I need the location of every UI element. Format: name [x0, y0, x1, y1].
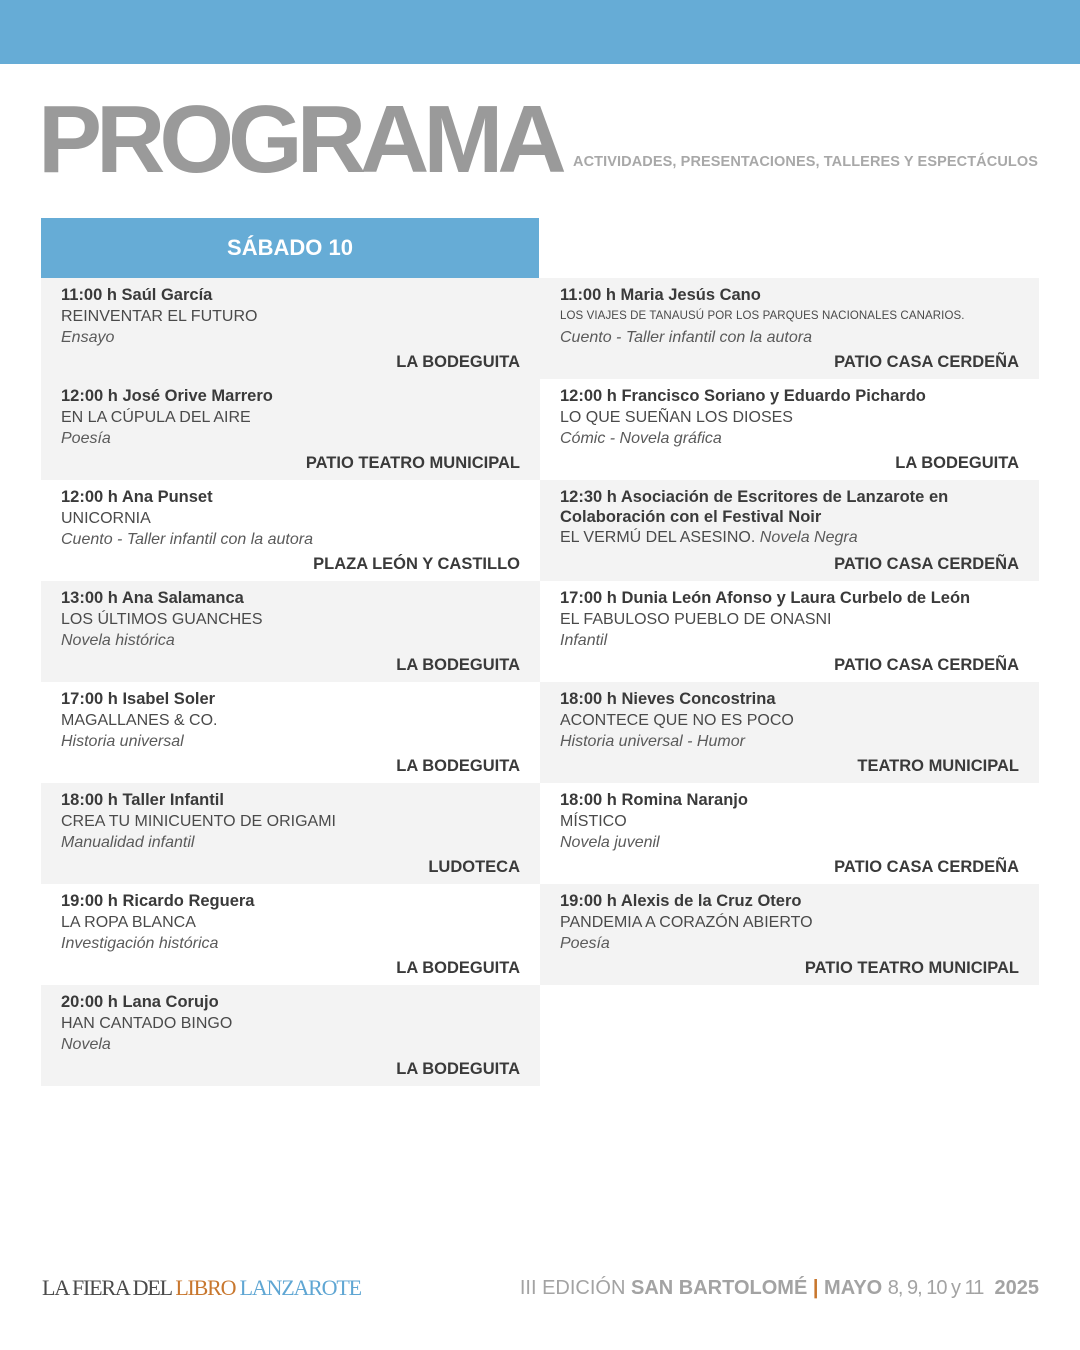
event-time-author: 12:30 h Asociación de Escritores de Lanzarote en: [560, 488, 949, 506]
event-title: LO QUE SUEÑAN LOS DIOSES: [560, 409, 793, 426]
event-time-author: 17:00 h Dunia León Afonso y Laura Curbelo de León: [560, 589, 971, 607]
event-time-author: 11:00 h Maria Jesús Cano: [560, 286, 761, 304]
event-time-author: 18:00 h Nieves Concostrina: [560, 690, 776, 708]
event-card: [540, 379, 1039, 480]
edition-info: [520, 1277, 1039, 1300]
event-venue: PATIO CASA CERDEÑA: [834, 555, 1019, 573]
right-column: [540, 278, 1039, 985]
event-title: EN LA CÚPULA DEL AIRE: [61, 409, 251, 426]
top-banner: [0, 0, 1080, 64]
page-subtitle: ACTIVIDADES, PRESENTACIONES, TALLERES Y ESPECTÁCULOS: [573, 154, 1038, 170]
footer-separator: |: [812, 1277, 819, 1299]
event-genre: Ensayo: [61, 329, 115, 346]
event-card: [540, 581, 1039, 682]
event-genre: Poesía: [560, 935, 610, 952]
event-title: CREA TU MINICUENTO DE ORIGAMI: [61, 813, 336, 830]
event-genre: Cuento - Taller infantil con la autora: [560, 329, 812, 346]
event-time-author: 12:00 h Ana Punset: [61, 488, 213, 506]
event-time-author: 12:00 h José Orive Marrero: [61, 387, 273, 405]
event-venue: PATIO CASA CERDEÑA: [834, 656, 1019, 674]
event-title: LA ROPA BLANCA: [61, 914, 196, 931]
event-genre: Cuento - Taller infantil con la autora: [61, 531, 313, 548]
event-venue: LA BODEGUITA: [895, 454, 1019, 472]
event-title: MAGALLANES & CO.: [61, 712, 218, 729]
event-title: LOS ÚLTIMOS GUANCHES: [61, 611, 263, 628]
event-card: [540, 278, 1039, 379]
event-card: [41, 480, 540, 581]
event-time-author: 19:00 h Ricardo Reguera: [61, 892, 255, 910]
edition-place: SAN BARTOLOMÉ: [631, 1277, 808, 1299]
event-card: [41, 278, 540, 379]
event-genre: Infantil: [560, 632, 608, 649]
logo-text-part3: LANZAROTE: [235, 1275, 361, 1300]
event-genre: Novela histórica: [61, 632, 175, 649]
logo-text-part2: LIBRO: [175, 1275, 236, 1300]
event-card: [41, 985, 540, 1086]
event-card: [41, 884, 540, 985]
event-venue: PATIO CASA CERDEÑA: [834, 353, 1019, 371]
event-venue: PATIO TEATRO MUNICIPAL: [305, 454, 520, 472]
event-time-author-cont: Colaboración con el Festival Noir: [560, 508, 822, 526]
event-time-author: 18:00 h Romina Naranjo: [560, 791, 748, 809]
event-genre: Historia universal - Humor: [560, 733, 745, 750]
event-title: UNICORNIA: [61, 510, 151, 527]
event-genre: Novela: [61, 1036, 111, 1053]
event-title-line: [560, 527, 1019, 548]
event-time-author: 19:00 h Alexis de la Cruz Otero: [560, 892, 802, 910]
event-title: HAN CANTADO BINGO: [61, 1015, 233, 1032]
event-card: [41, 379, 540, 480]
event-venue: PLAZA LEÓN Y CASTILLO: [313, 555, 520, 573]
logo-text-part1: LA FIERA DEL: [42, 1275, 176, 1300]
event-genre: Novela juvenil: [560, 834, 660, 851]
event-card: [41, 581, 540, 682]
event-genre: Historia universal: [61, 733, 184, 750]
event-genre: Cómic - Novela gráfica: [560, 430, 722, 447]
event-venue: LA BODEGUITA: [396, 959, 520, 977]
event-card: [540, 783, 1039, 884]
event-title: MÍSTICO: [560, 813, 627, 830]
edition-month: MAYO: [824, 1277, 883, 1299]
event-genre: Manualidad infantil: [61, 834, 195, 851]
event-card: [540, 682, 1039, 783]
left-column: [41, 278, 540, 1086]
event-venue: LA BODEGUITA: [396, 757, 520, 775]
event-time-author: 11:00 h Saúl García: [61, 286, 213, 304]
event-title: PANDEMIA A CORAZÓN ABIERTO: [560, 914, 813, 931]
fair-logo: [42, 1275, 361, 1301]
page-title: PROGRAMA: [38, 86, 561, 193]
edition-year: 2025: [994, 1277, 1039, 1299]
event-card: [540, 480, 1039, 581]
event-venue: LUDOTECA: [428, 858, 520, 876]
event-title: EL FABULOSO PUEBLO DE ONASNI: [560, 611, 832, 628]
event-venue: TEATRO MUNICIPAL: [857, 757, 1019, 775]
edition-days: 8, 9, 10 y 11: [887, 1277, 984, 1299]
event-time-author: 20:00 h Lana Corujo: [61, 993, 219, 1011]
event-venue: PATIO TEATRO MUNICIPAL: [804, 959, 1019, 977]
event-time-author: 18:00 h Taller Infantil: [61, 791, 224, 809]
event-title: REINVENTAR EL FUTURO: [61, 308, 258, 325]
event-card: [41, 682, 540, 783]
event-venue: LA BODEGUITA: [396, 656, 520, 674]
event-title: ACONTECE QUE NO ES POCO: [560, 712, 794, 729]
day-header: SÁBADO 10: [41, 218, 539, 278]
event-card: [540, 884, 1039, 985]
event-time-author: 12:00 h Francisco Soriano y Eduardo Pichardo: [560, 387, 926, 405]
event-time-author: 13:00 h Ana Salamanca: [61, 589, 244, 607]
edition-label: III EDICIÓN: [519, 1277, 626, 1299]
event-title: LOS VIAJES DE TANAUSÚ POR LOS PARQUES NACIONALES CANARIOS.: [560, 310, 965, 322]
event-venue: LA BODEGUITA: [396, 353, 520, 371]
event-genre: Investigación histórica: [61, 935, 219, 952]
event-venue: PATIO CASA CERDEÑA: [834, 858, 1019, 876]
event-title: EL VERMÚ DEL ASESINO.: [560, 529, 756, 546]
event-genre: Poesía: [61, 430, 111, 447]
event-time-author: 17:00 h Isabel Soler: [61, 690, 216, 708]
event-card: [41, 783, 540, 884]
event-genre: Novela Negra: [759, 529, 858, 546]
event-venue: LA BODEGUITA: [396, 1060, 520, 1078]
